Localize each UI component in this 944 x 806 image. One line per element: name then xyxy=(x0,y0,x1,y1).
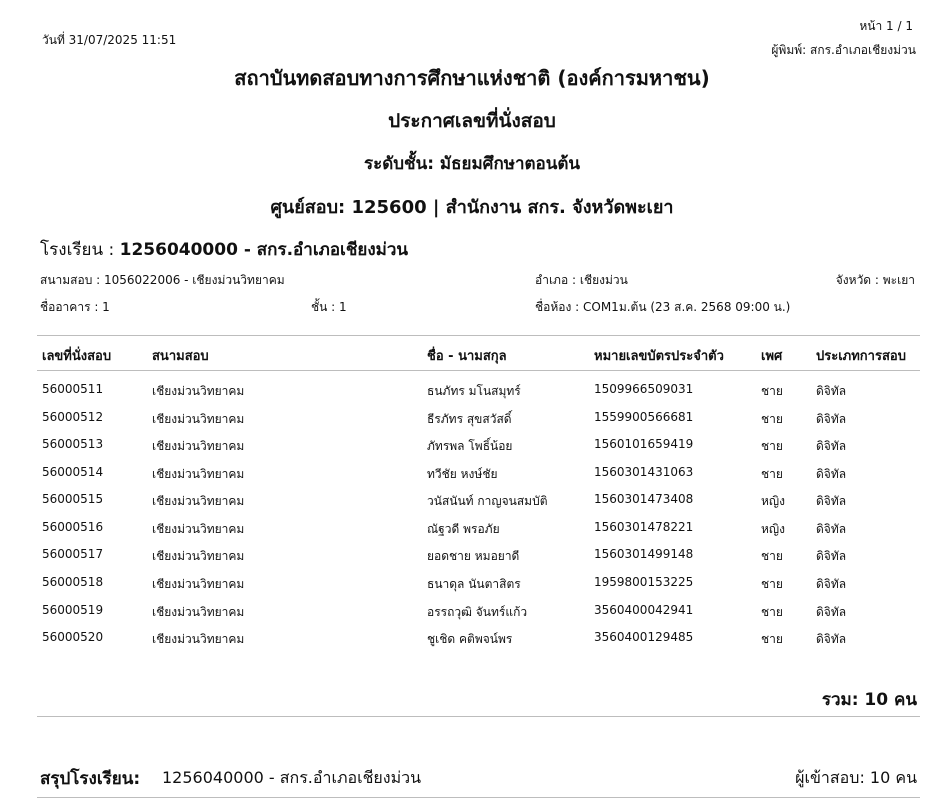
gender: ชาย xyxy=(761,605,783,619)
student-name: ยอดชาย หมอยาดี xyxy=(427,549,520,563)
exam-type: ดิจิทัล xyxy=(816,494,847,508)
exam-site-cell: เชียงม่วนวิทยาคม xyxy=(152,522,245,536)
id-number: 1560301431063 xyxy=(594,465,694,479)
province: จังหวัด : พะเยา xyxy=(835,273,915,287)
school-label: โรงเรียน : xyxy=(40,240,115,260)
student-name: ธนภัทร มโนสมุทร์ xyxy=(427,384,521,398)
exam-site-cell: เชียงม่วนวิทยาคม xyxy=(152,494,245,508)
exam-type: ดิจิทัล xyxy=(816,412,847,426)
exam-center: ศูนย์สอบ: 125600 | สำนักงาน สกร. จังหวัดพะเยา xyxy=(270,197,674,218)
id-number: 1560301499148 xyxy=(594,547,694,561)
id-number: 1560301478221 xyxy=(594,520,694,534)
exam-type: ดิจิทัล xyxy=(816,439,847,453)
divider-header xyxy=(37,370,920,371)
student-name: ธนาดุล นันตาสิตร xyxy=(427,577,521,591)
page-number: หน้า 1 / 1 xyxy=(859,19,913,33)
header-gender: เพศ xyxy=(761,349,783,364)
gender: หญิง xyxy=(761,522,785,536)
total-count: รวม: 10 คน xyxy=(821,690,917,710)
exam-type: ดิจิทัล xyxy=(816,577,847,591)
student-name: อรรถวุฒิ จันทร์แก้ว xyxy=(427,605,528,619)
exam-type: ดิจิทัล xyxy=(816,522,847,536)
id-number: 1560301473408 xyxy=(594,492,694,506)
summary-school: 1256040000 - สกร.อำเภอเชียงม่วน xyxy=(162,768,422,787)
summary-label: สรุปโรงเรียน: xyxy=(40,769,141,789)
summary-count: ผู้เข้าสอบ: 10 คน xyxy=(795,768,917,787)
id-number: 1959800153225 xyxy=(594,575,694,589)
id-number: 3560400129485 xyxy=(594,630,694,644)
exam-site-cell: เชียงม่วนวิทยาคม xyxy=(152,439,245,453)
header-exam-type: ประเภทการสอบ xyxy=(816,349,906,364)
exam-site-cell: เชียงม่วนวิทยาคม xyxy=(152,605,245,619)
exam-type: ดิจิทัล xyxy=(816,632,847,646)
exam-site-cell: เชียงม่วนวิทยาคม xyxy=(152,467,245,481)
institute-title: สถาบันทดสอบทางการศึกษาแห่งชาติ (องค์การมหาชน) xyxy=(234,66,710,90)
student-name: ชูเชิด คติพจน์พร xyxy=(427,632,513,646)
header-seat-number: เลขที่นั่งสอบ xyxy=(42,349,112,364)
seat-number: 56000515 xyxy=(42,492,104,506)
header-exam-site: สนามสอบ xyxy=(152,349,209,364)
gender: ชาย xyxy=(761,412,783,426)
floor: ชั้น : 1 xyxy=(311,300,347,314)
exam-site-cell: เชียงม่วนวิทยาคม xyxy=(152,632,245,646)
student-name: วนัสนันท์ กาญจนสมบัติ xyxy=(427,494,548,508)
seat-number: 56000517 xyxy=(42,547,104,561)
student-name: ณัฐวดี พรอภัย xyxy=(427,522,500,536)
divider-top xyxy=(37,335,920,336)
header-id-number: หมายเลขบัตรประจำตัว xyxy=(594,349,724,364)
exam-site: สนามสอบ : 1056022006 - เชียงม่วนวิทยาคม xyxy=(40,273,285,287)
header-name: ชื่อ - นามสกุล xyxy=(427,349,507,364)
divider-bottom xyxy=(37,716,920,717)
exam-site-cell: เชียงม่วนวิทยาคม xyxy=(152,577,245,591)
id-number: 1559900566681 xyxy=(594,410,694,424)
id-number: 3560400042941 xyxy=(594,603,694,617)
exam-type: ดิจิทัล xyxy=(816,467,847,481)
exam-type: ดิจิทัล xyxy=(816,605,847,619)
seat-number: 56000513 xyxy=(42,437,104,451)
gender: ชาย xyxy=(761,439,783,453)
gender: ชาย xyxy=(761,632,783,646)
exam-site-cell: เชียงม่วนวิทยาคม xyxy=(152,549,245,563)
room-name: ชื่อห้อง : COM1ม.ต้น (23 ส.ค. 2568 09:00 น.) xyxy=(535,300,791,314)
exam-type: ดิจิทัล xyxy=(816,549,847,563)
exam-site-cell: เชียงม่วนวิทยาคม xyxy=(152,412,245,426)
id-number: 1509966509031 xyxy=(594,382,694,396)
student-name: ทวีชัย หงษ์ชัย xyxy=(427,467,498,481)
education-level: ระดับชั้น: มัธยมศึกษาตอนต้น xyxy=(363,154,581,174)
divider-last xyxy=(37,797,920,798)
gender: ชาย xyxy=(761,467,783,481)
gender: หญิง xyxy=(761,494,785,508)
gender: ชาย xyxy=(761,384,783,398)
print-date: วันที่ 31/07/2025 11:51 xyxy=(42,33,177,47)
exam-type: ดิจิทัล xyxy=(816,384,847,398)
seat-number: 56000520 xyxy=(42,630,104,644)
school-heading xyxy=(40,236,408,263)
school-value: 1256040000 - สกร.อำเภอเชียงม่วน xyxy=(119,240,409,260)
exam-site-cell: เชียงม่วนวิทยาคม xyxy=(152,384,245,398)
student-name: ภัทรพล โพธิ์น้อย xyxy=(427,439,513,453)
announcement-title: ประกาศเลขที่นั่งสอบ xyxy=(388,110,556,132)
student-name: ธีรภัทร สุขสวัสดิ์ xyxy=(427,412,512,426)
printer-name: ผู้พิมพ์: สกร.อำเภอเชียงม่วน xyxy=(771,43,916,57)
gender: ชาย xyxy=(761,577,783,591)
seat-number: 56000511 xyxy=(42,382,104,396)
gender: ชาย xyxy=(761,549,783,563)
district: อำเภอ : เชียงม่วน xyxy=(535,273,628,287)
seat-number: 56000516 xyxy=(42,520,104,534)
seat-number: 56000512 xyxy=(42,410,104,424)
seat-number: 56000514 xyxy=(42,465,104,479)
building-name: ชื่ออาคาร : 1 xyxy=(40,300,110,314)
id-number: 1560101659419 xyxy=(594,437,694,451)
seat-number: 56000518 xyxy=(42,575,104,589)
seat-number: 56000519 xyxy=(42,603,104,617)
